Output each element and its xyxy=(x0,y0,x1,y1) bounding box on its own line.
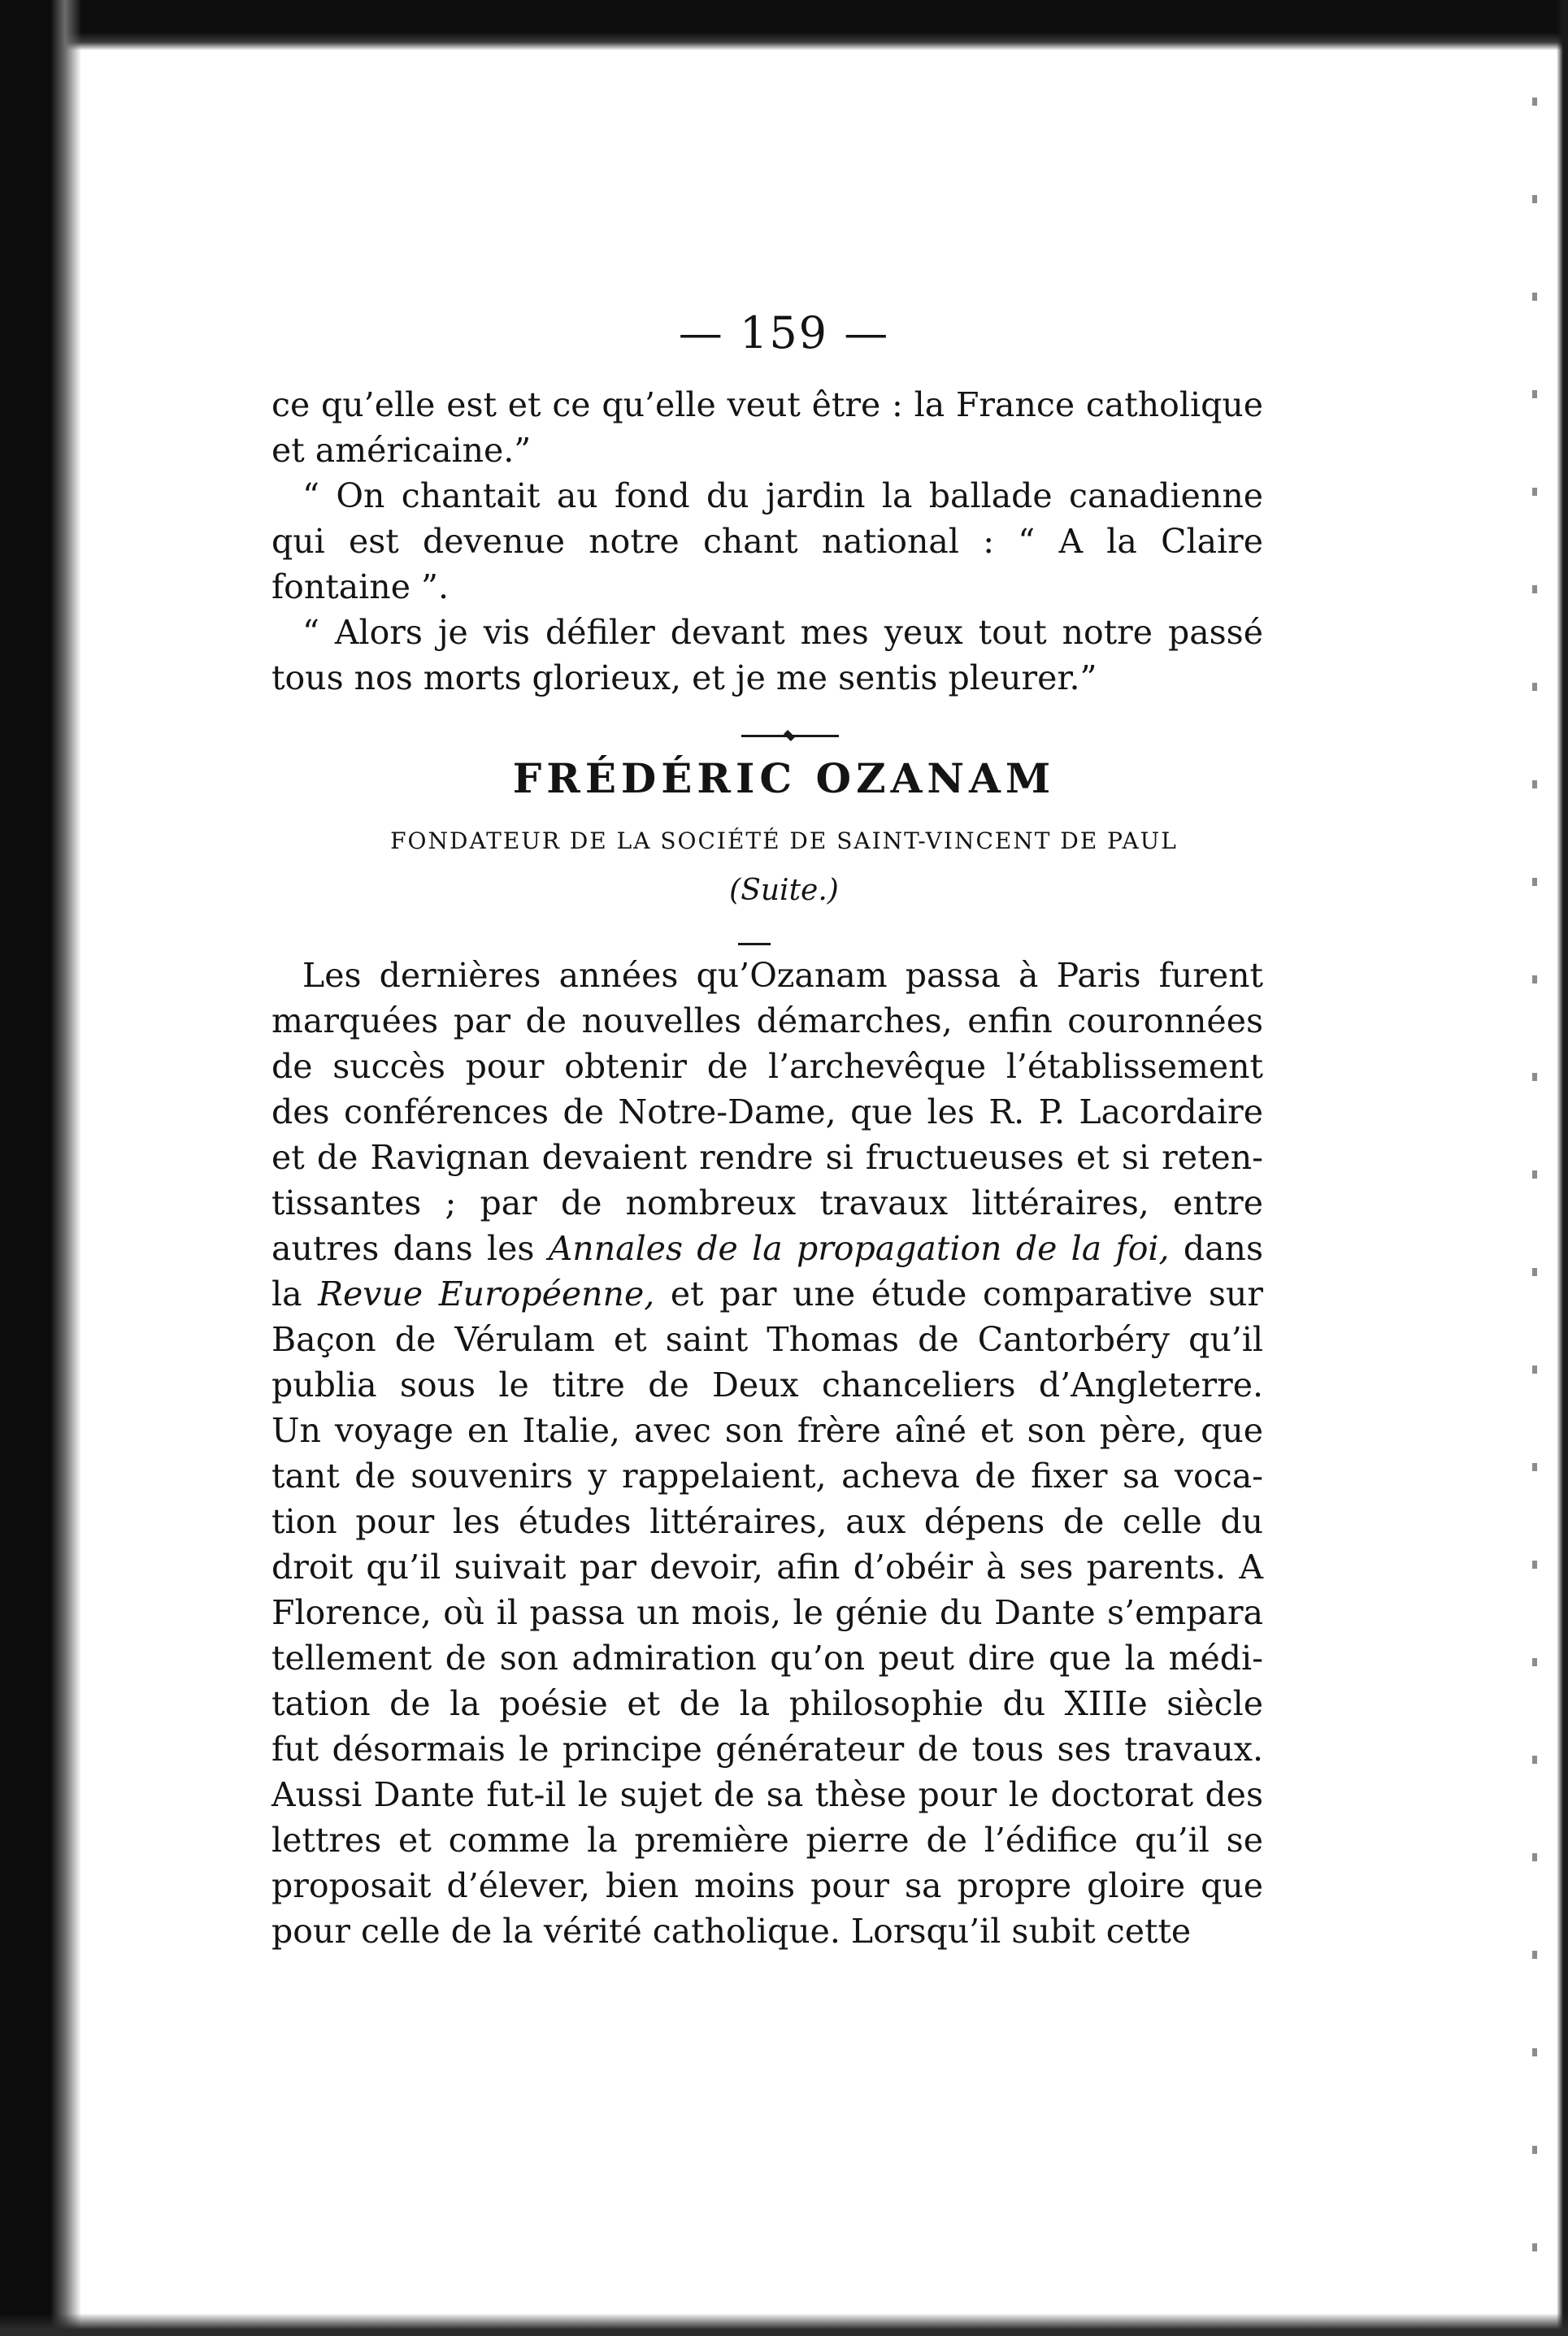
scan-gutter-marks xyxy=(1532,98,1537,2251)
text-line: tation de la poésie et de la philosophie du XIIIe siècle xyxy=(271,1684,1263,1723)
paragraph-quote-past: “ Alors je vis défiler devant mes yeux tout notre passé tous nos morts glorieux, et je me sentis pleurer.” xyxy=(271,613,1263,697)
section-suite: (Suite.) xyxy=(729,874,839,907)
text-line: tant de souvenirs y rappelaient, acheva de fixer sa voca- xyxy=(271,1457,1263,1496)
journal-title-annales: Annales de la propagation de la foi, xyxy=(548,1229,1170,1268)
section-title: FRÉDÉRIC OZANAM xyxy=(512,754,1056,802)
text-line: de succès pour obtenir de l’archevêque l’établissement xyxy=(271,1047,1263,1086)
ornament-rule xyxy=(741,733,839,738)
text-line: pour celle de la vérité catholique. Lorsqu’il subit cette xyxy=(271,1912,1192,1951)
page-number: — 159 — xyxy=(678,307,890,358)
text-line: Florence, où il passa un mois, le génie du Dante s’empara xyxy=(271,1593,1263,1632)
text-line: fut désormais le principe générateur de tous ses travaux. xyxy=(271,1730,1263,1769)
main-text xyxy=(271,953,1263,1954)
text-segment: autres dans les xyxy=(271,1229,535,1268)
journal-title-revue: Revue Européenne, xyxy=(318,1274,655,1313)
text-line: publia sous le titre de Deux chanceliers d’Angleterre. xyxy=(271,1366,1263,1405)
text-segment: la xyxy=(271,1274,302,1313)
text-line: lettres et comme la première pierre de l’édifice qu’il se xyxy=(271,1821,1263,1860)
text-line: tion pour les études littéraires, aux dépens de celle du xyxy=(271,1502,1263,1541)
paragraph-quote-ballad: “ On chantait au fond du jardin la ballade canadienne qui est devenue notre chant national : “ A la Claire fontaine ”. xyxy=(271,476,1263,606)
text-line: Un voyage en Italie, avec son frère aîné et son père, que xyxy=(271,1411,1263,1450)
short-rule xyxy=(738,943,771,945)
text-segment: et par une étude comparative sur xyxy=(670,1274,1263,1313)
text-line-annales xyxy=(271,1226,1263,1271)
text-line: marquées par de nouvelles démarches, enfin couronnées xyxy=(271,1001,1263,1040)
text-line: Aussi Dante fut-il le sujet de sa thèse pour le doctorat des xyxy=(271,1775,1263,1814)
text-line: Les dernières années qu’Ozanam passa à Paris furent xyxy=(302,956,1263,995)
paragraph-continuation: ce qu’elle est et ce qu’elle veut être : la France catholique et américaine.” xyxy=(271,385,1263,470)
text-line: et de Ravignan devaient rendre si fructueuses et si reten- xyxy=(271,1138,1263,1177)
text-line: Baçon de Vérulam et saint Thomas de Cantorbéry qu’il xyxy=(271,1320,1263,1359)
text-line: proposait d’élever, bien moins pour sa propre gloire que xyxy=(271,1866,1263,1905)
section-subtitle: FONDATEUR DE LA SOCIÉTÉ DE SAINT-VINCENT DE PAUL xyxy=(390,827,1178,854)
scan-edge-bottom xyxy=(0,2313,1568,2336)
text-line: des conférences de Notre-Dame, que les R. P. Lacordaire xyxy=(271,1092,1263,1131)
text-line-revue xyxy=(271,1271,1263,1317)
text-line: droit qu’il suivait par devoir, afin d’obéir à ses parents. A xyxy=(271,1548,1263,1587)
text-segment: dans xyxy=(1183,1229,1263,1268)
ornament-diamond-icon xyxy=(784,730,795,741)
text-line: tissantes ; par de nombreux travaux littéraires, entre xyxy=(271,1183,1263,1222)
text-line: tellement de son admiration qu’on peut dire que la médi- xyxy=(271,1639,1263,1678)
top-text xyxy=(271,382,1263,701)
scan-edge-top xyxy=(0,0,1568,50)
